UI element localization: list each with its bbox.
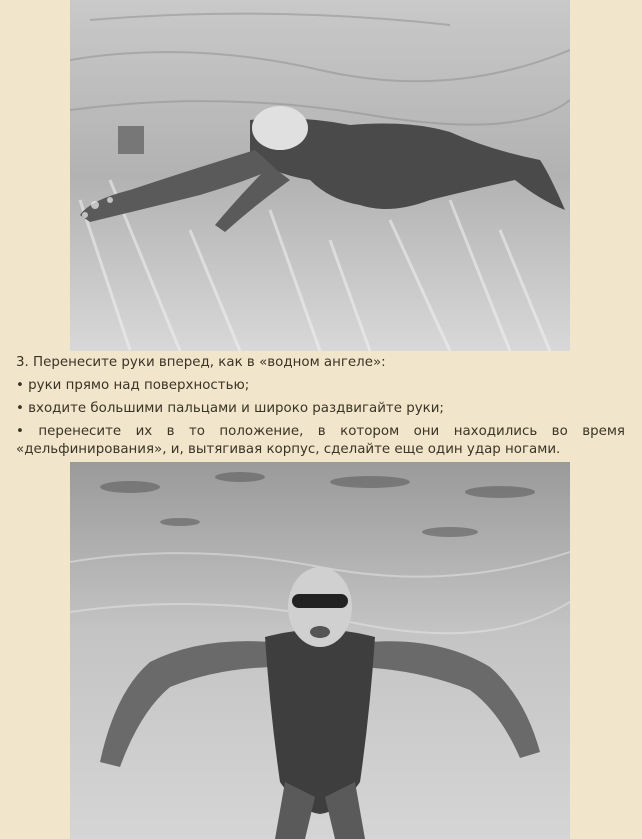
swimmer-side-view-photo (70, 0, 570, 351)
instruction-bullet: • руки прямо над поверхностью; (16, 378, 250, 393)
instruction-bullet: • перенесите их в то положение, в котором они находились во время «дельфинирования», и, вытягивая корпус, сделайте еще один удар ногами. (16, 424, 625, 457)
instruction-bullet: • входите большими пальцами и широко раздвигайте руки; (16, 401, 444, 416)
instruction-text (16, 354, 625, 464)
swimmer-front-view-photo (70, 462, 570, 839)
instruction-heading: 3. Перенесите руки вперед, как в «водном ангеле»: (16, 355, 386, 370)
